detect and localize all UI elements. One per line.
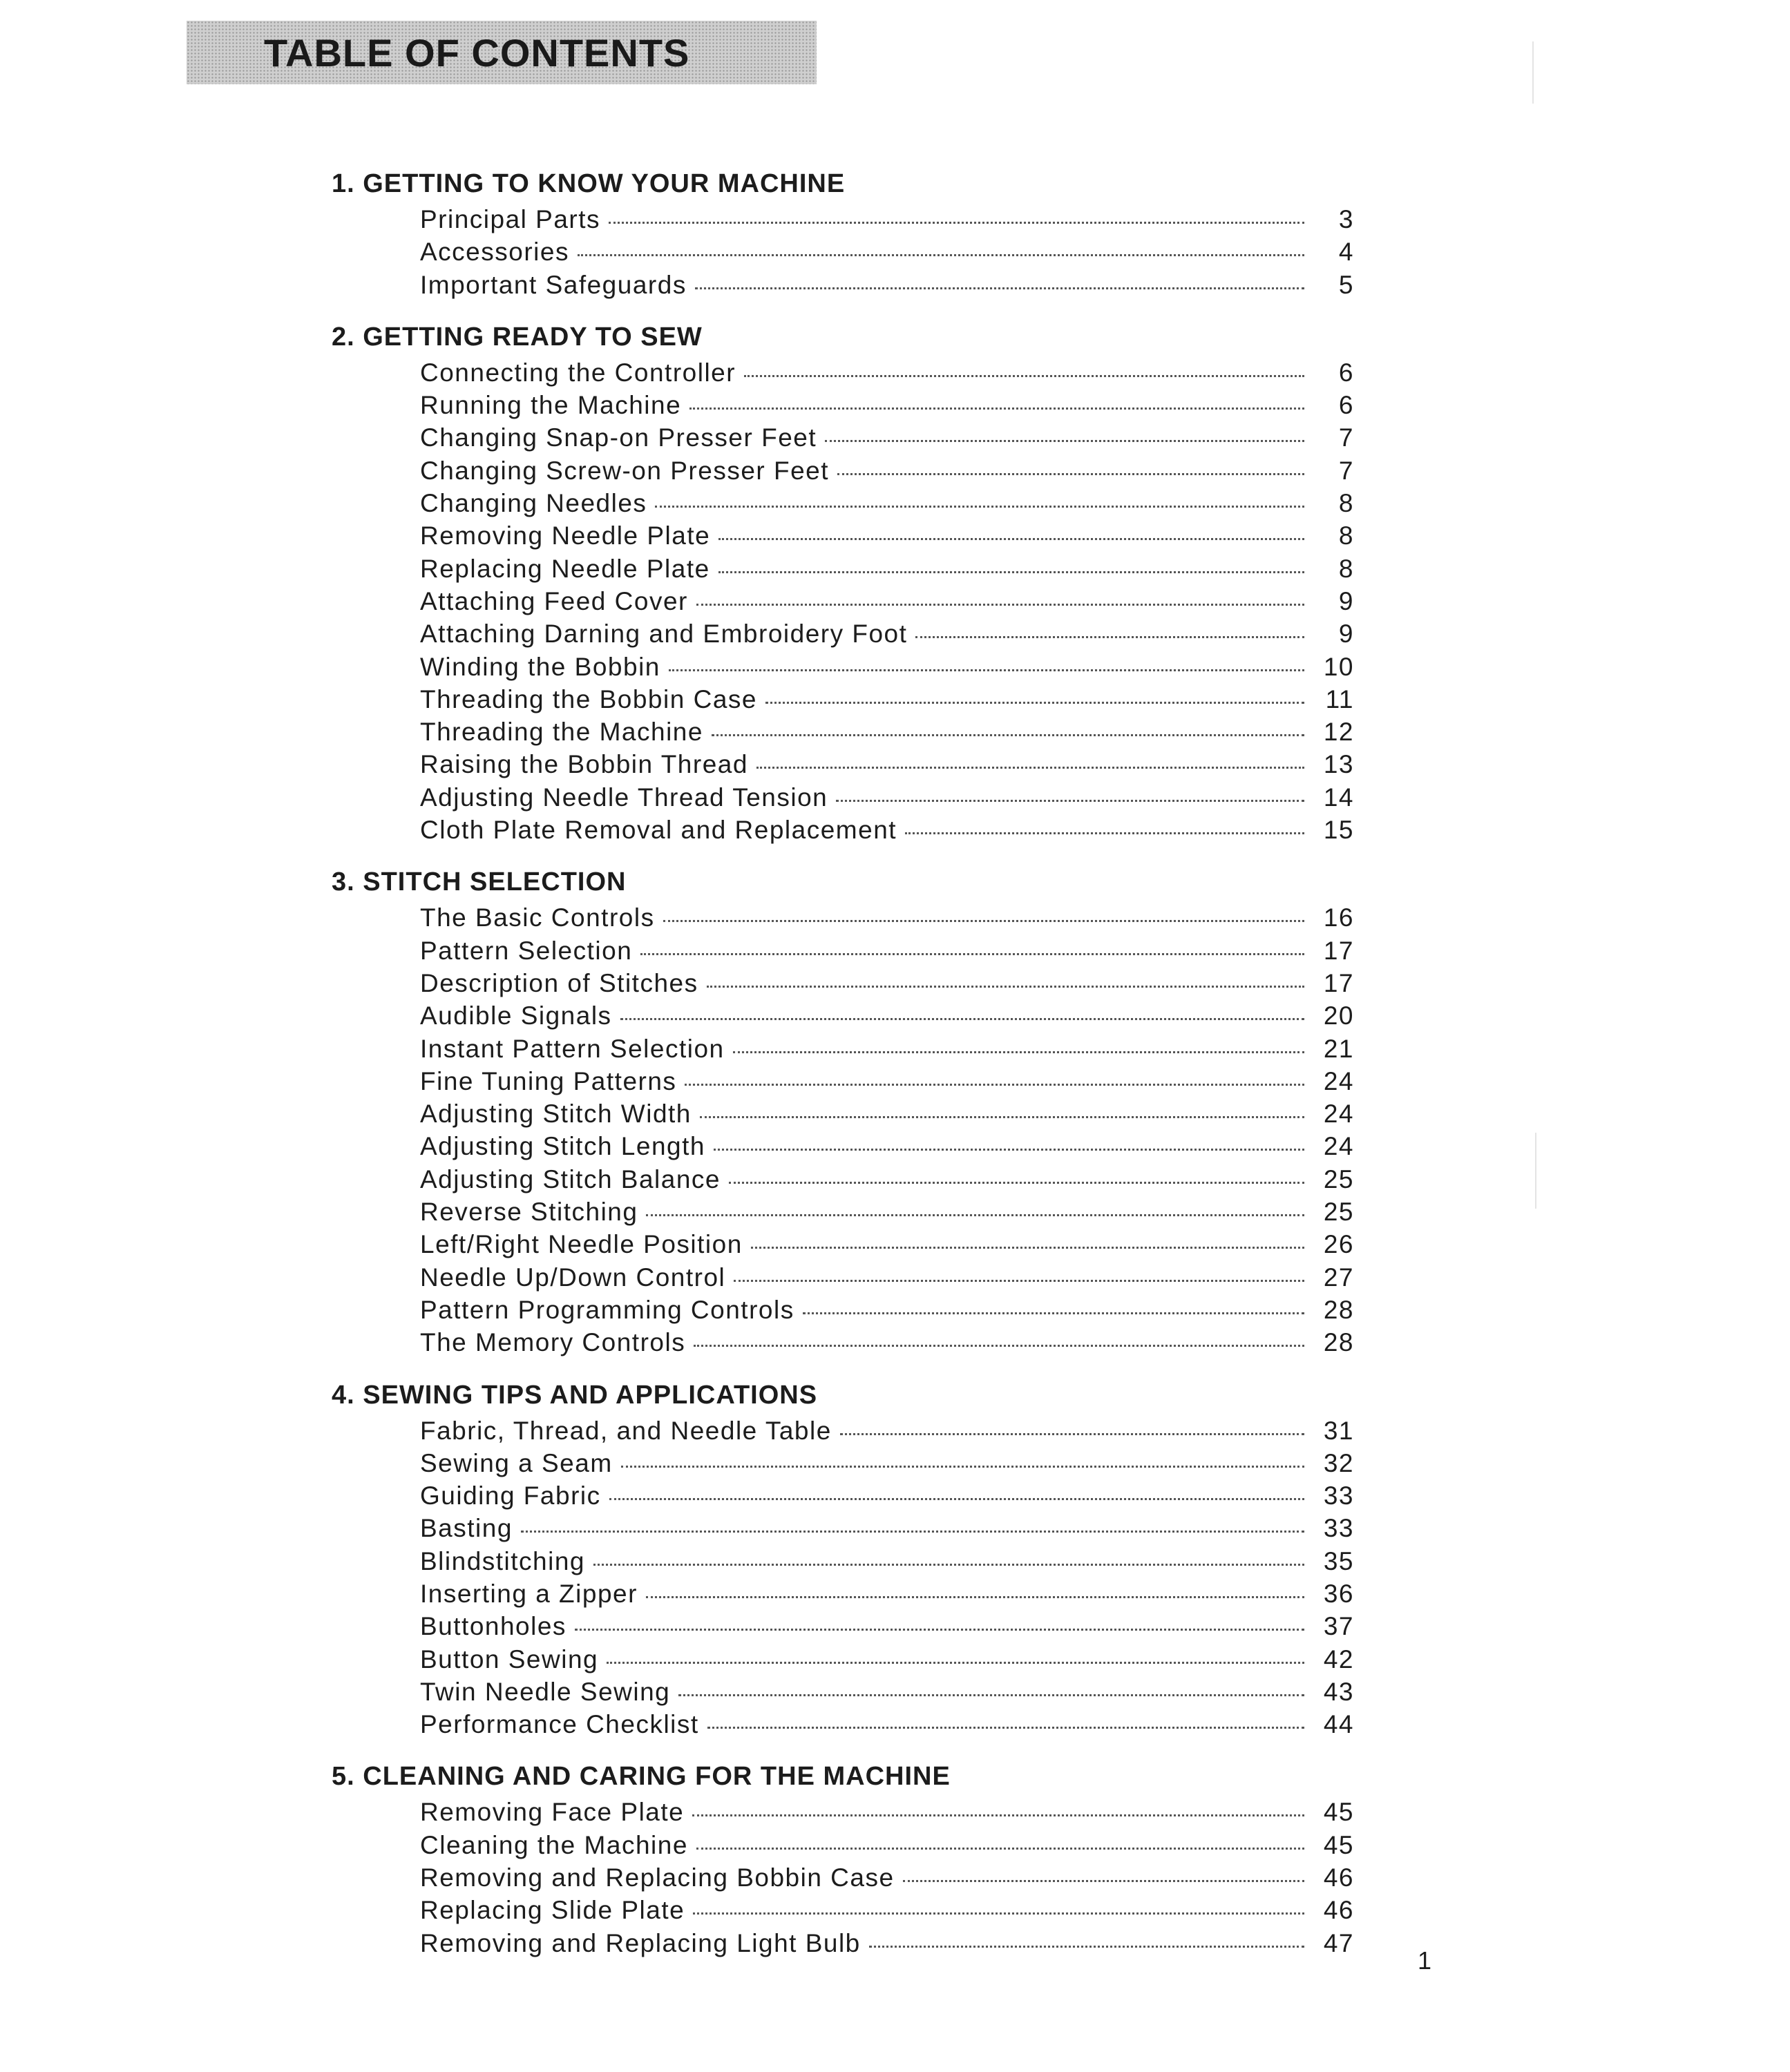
toc-entry <box>420 683 1354 716</box>
entry-page-number: 25 <box>1323 1164 1354 1193</box>
toc-entry <box>420 585 1354 617</box>
dot-leader <box>729 1182 1304 1184</box>
entry-title: Basting <box>420 1514 513 1543</box>
entry-title: Winding the Bobbin <box>420 652 660 681</box>
toc-entry <box>420 1326 1354 1359</box>
entry-title: Twin Needle Sewing <box>420 1677 671 1706</box>
dot-leader <box>700 1116 1304 1118</box>
entry-title: The Basic Controls <box>420 903 655 932</box>
entry-page-number: 33 <box>1323 1481 1354 1510</box>
toc-entry <box>420 519 1354 552</box>
toc-entry <box>420 203 1354 236</box>
toc-entry <box>420 1097 1354 1130</box>
dot-leader <box>707 1727 1304 1729</box>
toc-entry <box>420 421 1354 454</box>
entry-page-number: 15 <box>1323 816 1354 845</box>
toc-entry <box>420 1643 1354 1676</box>
toc-entry <box>420 748 1354 780</box>
toc-entry <box>420 1894 1354 1926</box>
dot-leader <box>756 767 1304 769</box>
toc-entry <box>420 1708 1354 1740</box>
dot-leader <box>765 702 1304 704</box>
toc-entry <box>420 1196 1354 1228</box>
toc-entry <box>420 389 1354 421</box>
dot-leader <box>751 1247 1304 1249</box>
section-entries <box>332 356 1354 846</box>
entry-title: Threading the Machine <box>420 718 703 747</box>
title-banner <box>187 21 817 84</box>
dot-leader <box>655 506 1304 508</box>
entry-title: Adjusting Needle Thread Tension <box>420 783 828 812</box>
entry-title: Adjusting Stitch Width <box>420 1100 692 1129</box>
entry-title: Audible Signals <box>420 1001 612 1030</box>
toc-entry <box>420 1294 1354 1326</box>
entry-title: Cloth Plate Removal and Replacement <box>420 816 897 845</box>
entry-title: Needle Up/Down Control <box>420 1263 726 1292</box>
entry-title: Pattern Programming Controls <box>420 1295 794 1324</box>
toc-section <box>332 1757 1354 1959</box>
entry-page-number: 12 <box>1323 718 1354 747</box>
entry-page-number: 26 <box>1323 1230 1354 1259</box>
dot-leader <box>733 1051 1304 1053</box>
entry-page-number: 16 <box>1323 903 1354 932</box>
dot-leader <box>825 440 1304 442</box>
toc-section <box>332 1376 1354 1741</box>
dot-leader <box>712 734 1304 736</box>
entry-title: Button Sewing <box>420 1644 599 1673</box>
entry-title: Guiding Fabric <box>420 1481 601 1510</box>
entry-page-number: 25 <box>1323 1198 1354 1227</box>
scan-mark <box>1535 1133 1536 1209</box>
toc-entry <box>420 1796 1354 1828</box>
toc-entry <box>420 487 1354 519</box>
entry-title: Blindstitching <box>420 1546 586 1575</box>
entry-title: Raising the Bobbin Thread <box>420 750 748 779</box>
entry-title: Adjusting Stitch Length <box>420 1132 705 1161</box>
page-title: TABLE OF CONTENTS <box>264 31 690 75</box>
dot-leader <box>803 1312 1304 1314</box>
toc-entry <box>420 901 1354 934</box>
entry-page-number: 8 <box>1338 521 1354 550</box>
entry-page-number: 6 <box>1338 391 1354 420</box>
page-number: 1 <box>1418 1946 1432 1975</box>
toc-entry <box>420 236 1354 268</box>
entry-page-number: 28 <box>1323 1328 1354 1357</box>
entry-title: Adjusting Stitch Balance <box>420 1164 721 1193</box>
toc-entry <box>420 1033 1354 1065</box>
entry-page-number: 47 <box>1323 1928 1354 1957</box>
section-heading: 5. CLEANING AND CARING FOR THE MACHINE <box>332 1762 951 1792</box>
section-heading: 3. STITCH SELECTION <box>332 867 627 897</box>
dot-leader <box>696 1848 1304 1850</box>
entry-page-number: 21 <box>1323 1034 1354 1063</box>
dot-leader <box>640 953 1304 955</box>
entry-page-number: 37 <box>1323 1612 1354 1641</box>
entry-title: Description of Stitches <box>420 968 698 997</box>
section-entries <box>332 1414 1354 1741</box>
toc-section <box>332 164 1354 301</box>
dot-leader <box>663 920 1304 922</box>
entry-title: Sewing a Seam <box>420 1448 613 1477</box>
toc-entry <box>420 1861 1354 1894</box>
dot-leader <box>646 1596 1304 1598</box>
entry-title: Replacing Needle Plate <box>420 554 710 583</box>
entry-page-number: 46 <box>1323 1863 1354 1892</box>
entry-title: Replacing Slide Plate <box>420 1896 685 1925</box>
entry-title: Threading the Bobbin Case <box>420 684 757 713</box>
toc-entry <box>420 1676 1354 1708</box>
entry-page-number: 9 <box>1338 586 1354 615</box>
entry-page-number: 9 <box>1338 620 1354 649</box>
entry-title: Changing Snap-on Presser Feet <box>420 423 817 452</box>
entry-title: Removing Face Plate <box>420 1798 685 1827</box>
entry-title: Connecting the Controller <box>420 358 736 387</box>
entry-title: Fine Tuning Patterns <box>420 1066 677 1095</box>
section-heading: 2. GETTING READY TO SEW <box>332 322 703 352</box>
dot-leader <box>840 1433 1304 1435</box>
scan-mark <box>1532 41 1534 104</box>
entry-title: The Memory Controls <box>420 1328 686 1357</box>
dot-leader <box>905 832 1304 834</box>
entry-page-number: 33 <box>1323 1514 1354 1543</box>
entry-page-number: 35 <box>1323 1546 1354 1575</box>
toc-entry <box>420 651 1354 683</box>
entry-page-number: 31 <box>1323 1416 1354 1445</box>
entry-page-number: 6 <box>1338 358 1354 387</box>
entry-page-number: 27 <box>1323 1263 1354 1292</box>
entry-title: Removing Needle Plate <box>420 521 711 550</box>
toc-entry <box>420 814 1354 846</box>
section-entries <box>332 203 1354 301</box>
toc-entry <box>420 1610 1354 1642</box>
dot-leader <box>607 1662 1304 1664</box>
entry-page-number: 8 <box>1338 554 1354 583</box>
dot-leader <box>689 407 1304 410</box>
entry-page-number: 24 <box>1323 1100 1354 1129</box>
dot-leader <box>685 1084 1304 1086</box>
entry-page-number: 24 <box>1323 1066 1354 1095</box>
entry-page-number: 17 <box>1323 936 1354 965</box>
entry-page-number: 3 <box>1338 205 1354 233</box>
toc-entry <box>420 934 1354 967</box>
dot-leader <box>915 636 1304 638</box>
toc-section <box>332 318 1354 846</box>
entry-title: Accessories <box>420 238 569 267</box>
toc-entry <box>420 1261 1354 1294</box>
entry-page-number: 45 <box>1323 1798 1354 1827</box>
dot-leader <box>903 1880 1304 1882</box>
dot-leader <box>678 1694 1304 1696</box>
section-heading: 1. GETTING TO KNOW YOUR MACHINE <box>332 169 846 198</box>
toc-entry <box>420 967 1354 999</box>
entry-title: Performance Checklist <box>420 1710 699 1739</box>
dot-leader <box>593 1564 1304 1566</box>
dot-leader <box>696 604 1304 606</box>
toc-entry <box>420 1228 1354 1260</box>
dot-leader <box>621 1466 1304 1468</box>
entry-page-number: 45 <box>1323 1830 1354 1859</box>
entry-page-number: 43 <box>1323 1677 1354 1706</box>
toc-section <box>332 863 1354 1359</box>
section-heading: 4. SEWING TIPS AND APPLICATIONS <box>332 1380 818 1410</box>
toc-entry <box>420 1927 1354 1959</box>
entry-page-number: 24 <box>1323 1132 1354 1161</box>
toc-entry <box>420 617 1354 650</box>
dot-leader <box>669 669 1304 671</box>
entry-page-number: 7 <box>1338 423 1354 452</box>
table-of-contents <box>332 164 1354 1976</box>
dot-leader <box>694 1345 1304 1347</box>
entry-title: Changing Screw-on Presser Feet <box>420 456 830 485</box>
toc-entry <box>420 454 1354 487</box>
entry-page-number: 28 <box>1323 1295 1354 1324</box>
toc-entry <box>420 356 1354 389</box>
toc-entry <box>420 1130 1354 1162</box>
entry-title: Running the Machine <box>420 391 682 420</box>
entry-title: Attaching Darning and Embroidery Foot <box>420 620 908 649</box>
entry-page-number: 14 <box>1323 783 1354 812</box>
dot-leader <box>718 538 1304 540</box>
entry-page-number: 5 <box>1338 270 1354 299</box>
toc-entry <box>420 269 1354 301</box>
toc-entry <box>420 1065 1354 1097</box>
entry-title: Inserting a Zipper <box>420 1579 638 1608</box>
section-entries <box>332 901 1354 1359</box>
section-entries <box>332 1796 1354 1959</box>
entry-page-number: 20 <box>1323 1001 1354 1030</box>
dot-leader <box>620 1018 1304 1020</box>
dot-leader <box>836 800 1304 802</box>
entry-page-number: 32 <box>1323 1448 1354 1477</box>
toc-entry <box>420 1577 1354 1610</box>
entry-title: Attaching Feed Cover <box>420 586 688 615</box>
entry-page-number: 7 <box>1338 456 1354 485</box>
dot-leader <box>837 473 1304 475</box>
dot-leader <box>869 1946 1304 1948</box>
entry-title: Principal Parts <box>420 205 601 233</box>
toc-entry <box>420 553 1354 585</box>
dot-leader <box>521 1531 1304 1533</box>
entry-title: Left/Right Needle Position <box>420 1230 743 1259</box>
entry-title: Cleaning the Machine <box>420 1830 688 1859</box>
dot-leader <box>714 1149 1304 1151</box>
toc-entry <box>420 1545 1354 1577</box>
toc-entry <box>420 1414 1354 1447</box>
dot-leader <box>693 1912 1304 1915</box>
entry-title: Buttonholes <box>420 1612 566 1641</box>
entry-title: Important Safeguards <box>420 270 687 299</box>
toc-entry <box>420 1829 1354 1861</box>
dot-leader <box>646 1214 1304 1216</box>
entry-page-number: 10 <box>1323 652 1354 681</box>
entry-page-number: 36 <box>1323 1579 1354 1608</box>
toc-entry <box>420 716 1354 748</box>
entry-page-number: 44 <box>1323 1710 1354 1739</box>
toc-entry <box>420 781 1354 814</box>
dot-leader <box>744 375 1304 377</box>
entry-title: Reverse Stitching <box>420 1198 638 1227</box>
entry-title: Removing and Replacing Light Bulb <box>420 1928 861 1957</box>
dot-leader <box>692 1814 1304 1816</box>
dot-leader <box>575 1629 1304 1631</box>
dot-leader <box>695 287 1304 289</box>
toc-entry <box>420 1512 1354 1544</box>
toc-entry <box>420 1479 1354 1512</box>
entry-page-number: 4 <box>1338 238 1354 267</box>
entry-title: Changing Needles <box>420 489 647 518</box>
dot-leader <box>609 222 1304 224</box>
dot-leader <box>707 986 1304 988</box>
entry-title: Instant Pattern Selection <box>420 1034 725 1063</box>
dot-leader <box>609 1498 1304 1500</box>
entry-title: Fabric, Thread, and Needle Table <box>420 1416 832 1445</box>
entry-page-number: 46 <box>1323 1896 1354 1925</box>
entry-page-number: 17 <box>1323 968 1354 997</box>
entry-page-number: 42 <box>1323 1644 1354 1673</box>
entry-page-number: 11 <box>1325 684 1354 713</box>
dot-leader <box>734 1280 1304 1282</box>
toc-entry <box>420 999 1354 1032</box>
entry-title: Pattern Selection <box>420 936 633 965</box>
entry-page-number: 13 <box>1323 750 1354 779</box>
dot-leader <box>578 254 1304 256</box>
entry-title: Removing and Replacing Bobbin Case <box>420 1863 895 1892</box>
toc-entry <box>420 1447 1354 1479</box>
toc-entry <box>420 1163 1354 1196</box>
entry-page-number: 8 <box>1338 489 1354 518</box>
dot-leader <box>718 571 1304 573</box>
